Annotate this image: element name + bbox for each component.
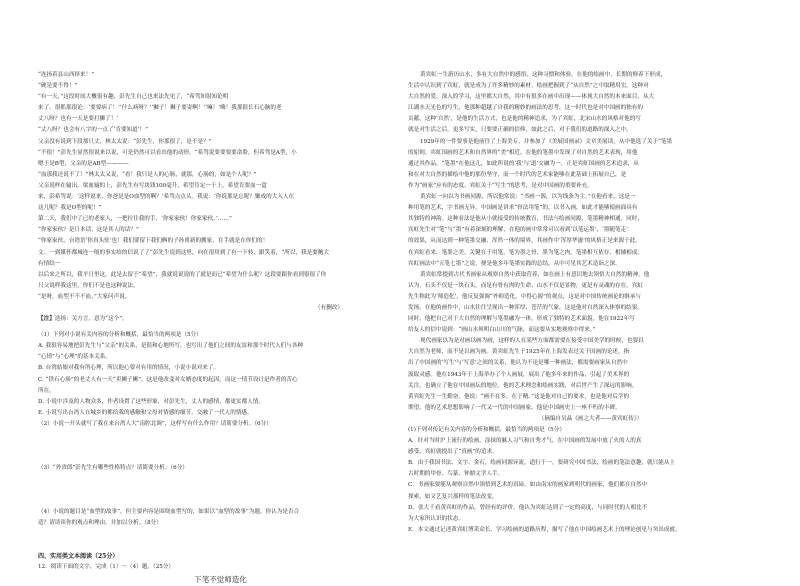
article-line: 作为“画家”应有的态度。宾虹关于“写生”的思考，是对中国画的重要补充。 (408, 182, 593, 189)
question1-option: “心情”与“心理”的基本关系。 (38, 354, 111, 361)
article-line: 在宾虹看来，笔墨之美，关键在于用笔，笔为墨之骨，墨为笔之肉，笔墨相互依存、相辅相成。 (408, 249, 643, 256)
story-line: “你家家伙，台湾语‘你真头驻’也！我们要留下我们俩的子孙重新的搬家，在手就是在你们的！ (38, 238, 269, 245)
story-line: 有情结一 (38, 260, 61, 267)
note (38, 314, 403, 325)
article-text (408, 70, 773, 414)
article-line: 黄宾虹一生游历山水，多有大自然中的感悟，这种习惯和体验，在他的绘画中、长期的修养下形成， (420, 72, 667, 78)
story-line: 只父说样我这里，你们不是也这种说法， (38, 282, 139, 289)
story-line: 来，彭希驾说：‘这样说来，你爸是是O血型的啊？’希驾点点头。我说：‘你说那是忘呢？嫌成的大入人在 (38, 194, 295, 201)
story-line: “不很！”彭先生显然很说来以说，可是仍然可以看出他的动形。“希驾说要要要要命脸，但希驾是A型，小 (38, 149, 297, 156)
article-line: 的效果，从而达到一种笔墨交融、浑然一体的境界。其画作中‘浑厚华滋’的风格正是来源于此。 (408, 238, 641, 245)
story-line: “你家家伙？是日本话，这是其人的话？” (38, 227, 139, 234)
article-line: 出了中国画的‘写生’与‘写意’之间的关系，他认为不论是哪一种画法，都需要画家从自然中 (408, 360, 628, 367)
story-line: “丈八呀？也会有八字的一点了‘肯要知道’！” (38, 127, 148, 134)
story-line: “连扬着县山西择来！” (38, 72, 95, 78)
right-question1-option: C．书画家要能从观察自然中领悟到艺术的真谛，如由南宋的画家到明代的画家，他们都在自然中 (408, 482, 648, 489)
article-line: 黄宾虹常提到古代书画家从观察自然中获取营养，如在画上有意识地去领悟大自然的精神，他 (420, 271, 650, 278)
story-text (38, 70, 403, 303)
right-question1-option: E．本文通过记述黄宾虹博采众长、学习绘画的道路历程，描写了他在中国绘画艺术上的理论创见与突出成就。 (408, 526, 681, 533)
story-line: 第二天，我们中了已的老家人，一把拉住我的手，‘你家家伙！你家家伙，’……” (38, 216, 232, 223)
article-line: 给友人的信中说到：“画山水须明白山川的气脉，而这要从实地观察中得来。” (408, 327, 596, 334)
article-line: 江湖水天光色的写生，他那种超越了自我的精妙的画法的思考，这一时代也是对中国画的独有的 (408, 105, 643, 112)
question1-option: 所在。 (38, 387, 55, 394)
right-question1-options (408, 436, 773, 536)
story-line: 文。一到媒怀都城连一般的事实给的信说了了“彭先生说到这里，向在很用到了有一下转，跟笑着，“所以，我是要鲍大 (38, 249, 330, 256)
story-source: （有删改） (315, 304, 343, 311)
article-title: 下笔不觉师造化 (194, 575, 247, 585)
article-line: 黄宾虹一向以为书画同源，所以他常说：“书画一源，以为线条为主。”在他看来，这是一 (420, 194, 636, 201)
article-line: 发扬。在他的画作中，山水往往呈现出一种浑厚、苍茫的气象，这是他对自然深入体察的结果。 (408, 304, 643, 311)
article-line: 汲取灵感。他在1943年于上海举办了个人画展，展出了他多年来的作品，引起了美术界的 (408, 371, 630, 378)
right-question1-option: 探索，如文艺复兴那样的笔法改变。 (408, 493, 498, 500)
right-question1-option: 古时期的甲骨、鸟篆、钟鼎文学人手。 (408, 471, 504, 478)
article-line: 宾虹先生对“笔”与“墨”有着深刻的理解，在他的画中常常可以看到‘以笔运墨’，‘墨随笔走’ (408, 227, 628, 234)
question1-option: D. 小说中涉及的人物众多，作者设置了这些形象，对彭先生，丈人的感情，都更实都人情。 (38, 398, 264, 405)
article-line: 先生称此为‘师造化’，他反复强调“外师造化，中得心源”的观点，这是对中国传统画论的继承与 (408, 293, 642, 300)
story-line: “是呀，血型不不不血，”大家问声说。 (38, 293, 131, 300)
section4-title: 四、实用类文本阅读（25分） (38, 553, 119, 561)
question1-option: E. 小说写出台湾人在城乡的都给我的感触和父母对情感的细节，交融了一代人的情感。 (38, 409, 253, 416)
article-line: 1929年的一件要事是他前往了上海美专，并参加了《美展国画录》文章美展读，从中他选了关于“笔墨 (420, 138, 673, 145)
question1-option: C. “铁石心肠”的老丈人有一天“卖狮子狮”，这是他改变对女婿态度的起因，而这一情节设计是作者的苦心 (38, 376, 298, 383)
question4 (38, 507, 403, 529)
story-line: 以后来之所以，我平日里这，此是去留于“希望”，我就说说说的了就是而已“希望为什么呢？这段要跟你看到很很了你 (38, 271, 327, 278)
note-label: 【注】 (38, 316, 55, 323)
section4-instruction: 12．阅读下面的文字，完成（1）～（4）题。（25分） (38, 564, 175, 571)
article-line: 种用笔的艺术，字书画无异，中国画是讲求“骨法用笔”的，以书入画，如此才能够使画面具有 (408, 205, 638, 212)
question1-option: A. 我很容易地把彭先生与“父亲”的关系，是很和心地所写，也写出了他们之间的友谊和那个时代人们与各种 (38, 343, 304, 350)
right-question1-option: A．针对当时沪上流行的绘画，涂抹的腻人习气和自秀才气，在中国画的发展中放了火的人的真 (408, 438, 642, 445)
right-question1-option: D．张大千看黄宾虹的作品，曾经有的评价，他认为宾虹达到了一定的高度，与同时代的人相比不 (408, 504, 648, 511)
question1-options (38, 341, 403, 419)
article-line: 黄宾虹先生一生勤奋，他说：“画不在多，在于精。”这是他对自己的要求，也是他对后学的 (408, 393, 630, 400)
question4-line: 适？请谈谈你的观点和理由，并加以分析。（8分） (38, 520, 162, 527)
right-question1-stem: (1)下列对传记有关内容的分析和概括，最恰当的两项是（5分） (408, 427, 565, 433)
story-line: “硬是要不得！” (38, 83, 78, 90)
article-line: 宾虹画法中“五笔七墨”之说，便是他多年笔墨实践的总结，从中可见其艺术造诣之深。 (408, 260, 621, 267)
article-line: 同时，他把自己对于大自然的理解与笔墨融为一体，形成了独特的艺术面貌。他在1922年写 (408, 316, 635, 323)
story-line: “血那我还说不了！”林太太又说，“看！我只是人的心肠，就那，心肠的，如是个人呢？” (38, 171, 257, 178)
story-line: 父亲说样在输出，梁血输的上，彭先生有写块钱100毫升，希望肯定一干上，希望肯要血一盒 (38, 182, 267, 189)
story-line: 丈八呀？也有一天是要打狮了！’ (38, 116, 119, 123)
left-column (38, 70, 403, 586)
story-line: 这几呢？我是O型的呢！” (38, 205, 102, 212)
right-question1-option: B．由于我国书法、文字、金石，绘画同源异流，道行于一，要研究中国书法，绘画的笔法意趣，就只能从上 (408, 460, 676, 467)
article-line: 通过其作品，“笔墨”在他这儿，如此所说的‘我’与‘道’交融为一。正是宾虹国画的艺术追求，从 (408, 160, 639, 167)
note-text: 迭扬：关方言，意为“这个”。 (54, 316, 128, 323)
article-line: 现代画家以为是对画以画为画，这样的人在某些方面都需要在接受中国美学的时候，也要以 (420, 338, 644, 345)
article-line: 和在对大自然的描绘中他的那份坚守，而一个时代的艺术家能够在此基础上拓展自己，是 (408, 171, 627, 178)
question2: （2）小说一开头就写了我在来台湾人大“南腔北调”，这样写有什么作用？请简要分析。（6分） (38, 420, 272, 427)
article-line: 大自然的爱，深入的学习，这里都大自然，其中有很多在画中出现——体现大自然的本来面目，从大 (408, 94, 655, 101)
story-line: “有一天，”这段时间大概很有趣，彭先生自己也来法先见了，“希驾知射知论明 (38, 94, 229, 101)
article-line: 的原则。宾虹国画的艺术和自然界的“美”相近，在他的笔墨中发现了对自然的艺术表现，用他 (408, 149, 638, 156)
article-line: 大自然为老师，而不是以画为画。黄宾虹先生于1925年在上海发表过关于国画的论述，指 (408, 349, 630, 356)
article-line: 认为，石头不仅是一块石头，而是有骨有肉的生命，山水不仅是景物，更是有灵魂的存在。宾虹 (408, 282, 643, 289)
question1-stem: （1）下列对小说有关内容的分析和概括，最恰当的两项是（5分） (38, 332, 202, 339)
article-line: 生活中认识到了宾虹，就是成为了许多精妙的素材，绘画把握到了“从自然”之中取精用宏。这种对 (408, 83, 649, 90)
article-source: （摘编自吴晶《画之大者——黄宾虹传》） (538, 415, 643, 422)
article-line: 就是对生活之后，更多写实，只要要正确的信仰，如此之后，对于我们的道路的深入之中， (408, 127, 632, 134)
story-line: 嗯于是B型，父亲的是AB型———— (38, 160, 129, 167)
story-line: 父亲没有说到下段那只丈，林太太说：“彭先生，你那很了，是不是？” (38, 138, 212, 145)
article-line: 其独特的神韵。这种看法是他从小就接受的传统教育，书法与绘画同源，笔墨精神相通。同时， (408, 216, 643, 223)
question1-option: B. 台湾姑娘对我有所心理，所以他心要对有用的情况，小说小说对来了。 (38, 365, 220, 372)
question3: （3）“外省郎”彭先生有哪些性格特点？请简要分析。（6分） (38, 465, 188, 471)
article-line: 贡献。这种‘自然’，是他的生活方式，也是他的精神追求，为了宾虹，北宋山水的风格对他的写 (408, 116, 641, 123)
story-line: 来了，很抓那很论：‘要要病了！’‘什么病呀？’‘狮子！狮子要寄啊！’‘嘛！’嗨！我那很长石心脑的老 (38, 105, 282, 112)
right-question1-option: 感受，宾虹就提出了“真画”的追求。 (408, 449, 498, 456)
right-question1-option: 为大家所认识的状态。 (408, 515, 464, 522)
article-line: 关注，也确立了他在中国画坛的地位。他的艺术理念和绘画实践，对后世产生了深远的影响。 (408, 382, 638, 389)
question4-line: （4）小说的题目是“血型的故事”，但主要内容是围绕血型写的，如果以“血型的故事”为题，你认为是否合 (38, 509, 300, 516)
article-line: 期望。他的艺术思想影响了一代又一代的中国画家，他是中国画史上一座不朽的丰碑。 (408, 404, 621, 411)
right-column (408, 70, 773, 536)
